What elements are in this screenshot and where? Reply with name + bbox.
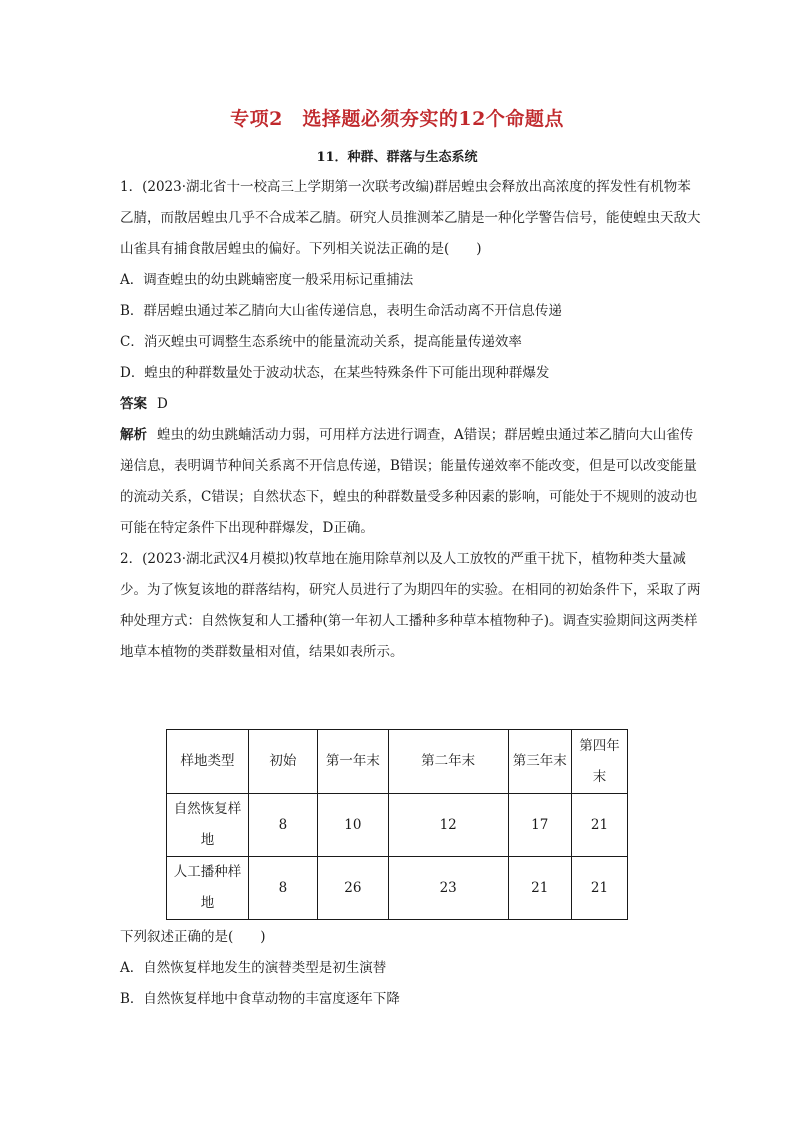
- table-row: [167, 794, 628, 857]
- table-header-cell: 第一年末: [317, 730, 388, 794]
- question-2-option-b: B．自然恢复样地中食草动物的丰富度逐年下降: [120, 991, 400, 1007]
- table-cell: 10: [317, 794, 388, 857]
- table-header-cell: 第二年末: [388, 730, 508, 794]
- question-1-stem: 1．(2023·湖北省十一校高三上学期第一次联考改编)群居蝗虫会释放出高浓度的挥发性有机物苯乙腈，而散居蝗虫几乎不合成苯乙腈。研究人员推测苯乙腈是一种化学警告信号，能使蝗虫天敌大山雀具有捕食散居蝗虫的偏好。下列相关说法正确的是( ): [120, 179, 701, 257]
- table-cell: 自然恢复样地: [167, 794, 249, 857]
- table-header-row: [167, 730, 628, 794]
- question-1-option-a: A．调查蝗虫的幼虫跳蝻密度一般采用标记重捕法: [120, 272, 414, 288]
- question-2-prompt: 下列叙述正确的是( ): [120, 929, 266, 945]
- table-cell: 26: [317, 857, 388, 920]
- question-1: [120, 172, 702, 668]
- section-subtitle: 11．种群、群落与生态系统: [316, 150, 478, 165]
- table-cell: 8: [248, 794, 317, 857]
- question-2-choices: [120, 922, 702, 1015]
- question-1-analysis: [120, 420, 702, 544]
- answer-value: D: [157, 396, 168, 412]
- question-2-option-a: A．自然恢复样地发生的演替类型是初生演替: [120, 960, 387, 976]
- question-1-answer: [120, 389, 702, 420]
- table-header-cell: 第四年末: [571, 730, 627, 794]
- table-cell: 17: [508, 794, 571, 857]
- table-header-cell: 初始: [248, 730, 317, 794]
- analysis-label: 解析: [120, 427, 147, 443]
- table-cell: 21: [571, 857, 627, 920]
- page-title: 专项2 选择题必须夯实的12个命题点: [230, 108, 564, 130]
- table-row: [167, 857, 628, 920]
- table-header-cell: 样地类型: [167, 730, 249, 794]
- table-cell: 12: [388, 794, 508, 857]
- table-cell: 21: [508, 857, 571, 920]
- answer-label: 答案: [120, 396, 147, 412]
- table-cell: 23: [388, 857, 508, 920]
- results-table: [166, 729, 628, 920]
- question-1-option-b: B．群居蝗虫通过苯乙腈向大山雀传递信息，表明生命活动离不开信息传递: [120, 303, 562, 319]
- analysis-text: 蝗虫的幼虫跳蝻活动力弱，可用样方法进行调查，A错误；群居蝗虫通过苯乙腈向大山雀传递信息，表明调节种间关系离不开信息传递，B错误；能量传递效率不能改变，但是可以改变能量的流动关系，C错误；自然状态下，蝗虫的种群数量受多种因素的影响，可能处于不规则的波动也可能在特定条件下出现种群爆发，D正确。: [120, 427, 698, 536]
- question-1-option-c: C．消灭蝗虫可调整生态系统中的能量流动关系，提高能量传递效率: [120, 334, 522, 350]
- table-header-cell: 第三年末: [508, 730, 571, 794]
- table-cell: 8: [248, 857, 317, 920]
- table-cell: 21: [571, 794, 627, 857]
- question-2-stem: 2．(2023·湖北武汉4月模拟)牧草地在施用除草剂以及人工放牧的严重干扰下，植物种类大量减少。为了恢复该地的群落结构，研究人员进行了为期四年的实验。在相同的初始条件下，采取了两种处理方式：自然恢复和人工播种(第一年初人工播种多种草本植物种子)。调查实验期间这两类样地草本植物的类群数量相对值，结果如表所示。: [120, 551, 701, 660]
- question-1-option-d: D．蝗虫的种群数量处于波动状态，在某些特殊条件下可能出现种群爆发: [120, 365, 550, 381]
- table-cell: 人工播种样地: [167, 857, 249, 920]
